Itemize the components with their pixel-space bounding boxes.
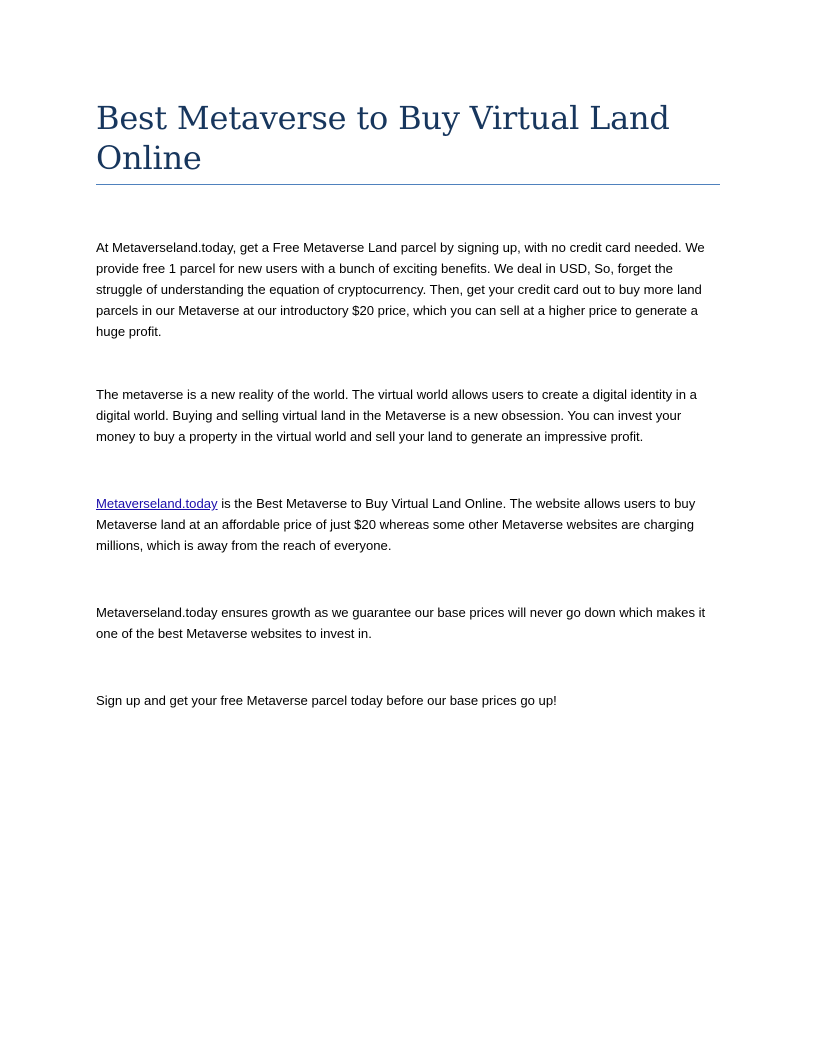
- document-page: [96, 98, 720, 711]
- paragraph-call-to-action: Sign up and get your free Metaverse parcel today before our base prices go up!: [96, 693, 557, 708]
- metaverseland-link[interactable]: Metaverseland.today: [96, 496, 218, 511]
- paragraph-metaverse-reality: The metaverse is a new reality of the world. The virtual world allows users to create a digital identity in a digital world. Buying and selling virtual land in the Metaverse is a new obsession. You can invest your money to buy a property in the virtual world and sell your land to generate an impressive profit.: [96, 387, 697, 444]
- paragraph-intro: At Metaverseland.today, get a Free Metaverse Land parcel by signing up, with no credit card needed. We provide free 1 parcel for new users with a bunch of exciting benefits. We deal in USD, So, forget the struggle of understanding the equation of cryptocurrency. Then, get your credit card out to buy more land parcels in our Metaverse at our introductory $20 price, which you can sell at a higher price to generate a huge profit.: [96, 240, 705, 339]
- paragraph-best-metaverse: [96, 493, 720, 556]
- paragraph-best-metaverse-text: is the Best Metaverse to Buy Virtual Land Online. The website allows users to buy Metaverse land at an affordable price of just $20 whereas some other Metaverse websites are charging millions, which is away from the reach of everyone.: [96, 496, 696, 553]
- paragraph-growth: Metaverseland.today ensures growth as we guarantee our base prices will never go down which makes it one of the best Metaverse websites to invest in.: [96, 605, 706, 641]
- page-title: Best Metaverse to Buy Virtual Land Online: [96, 98, 720, 185]
